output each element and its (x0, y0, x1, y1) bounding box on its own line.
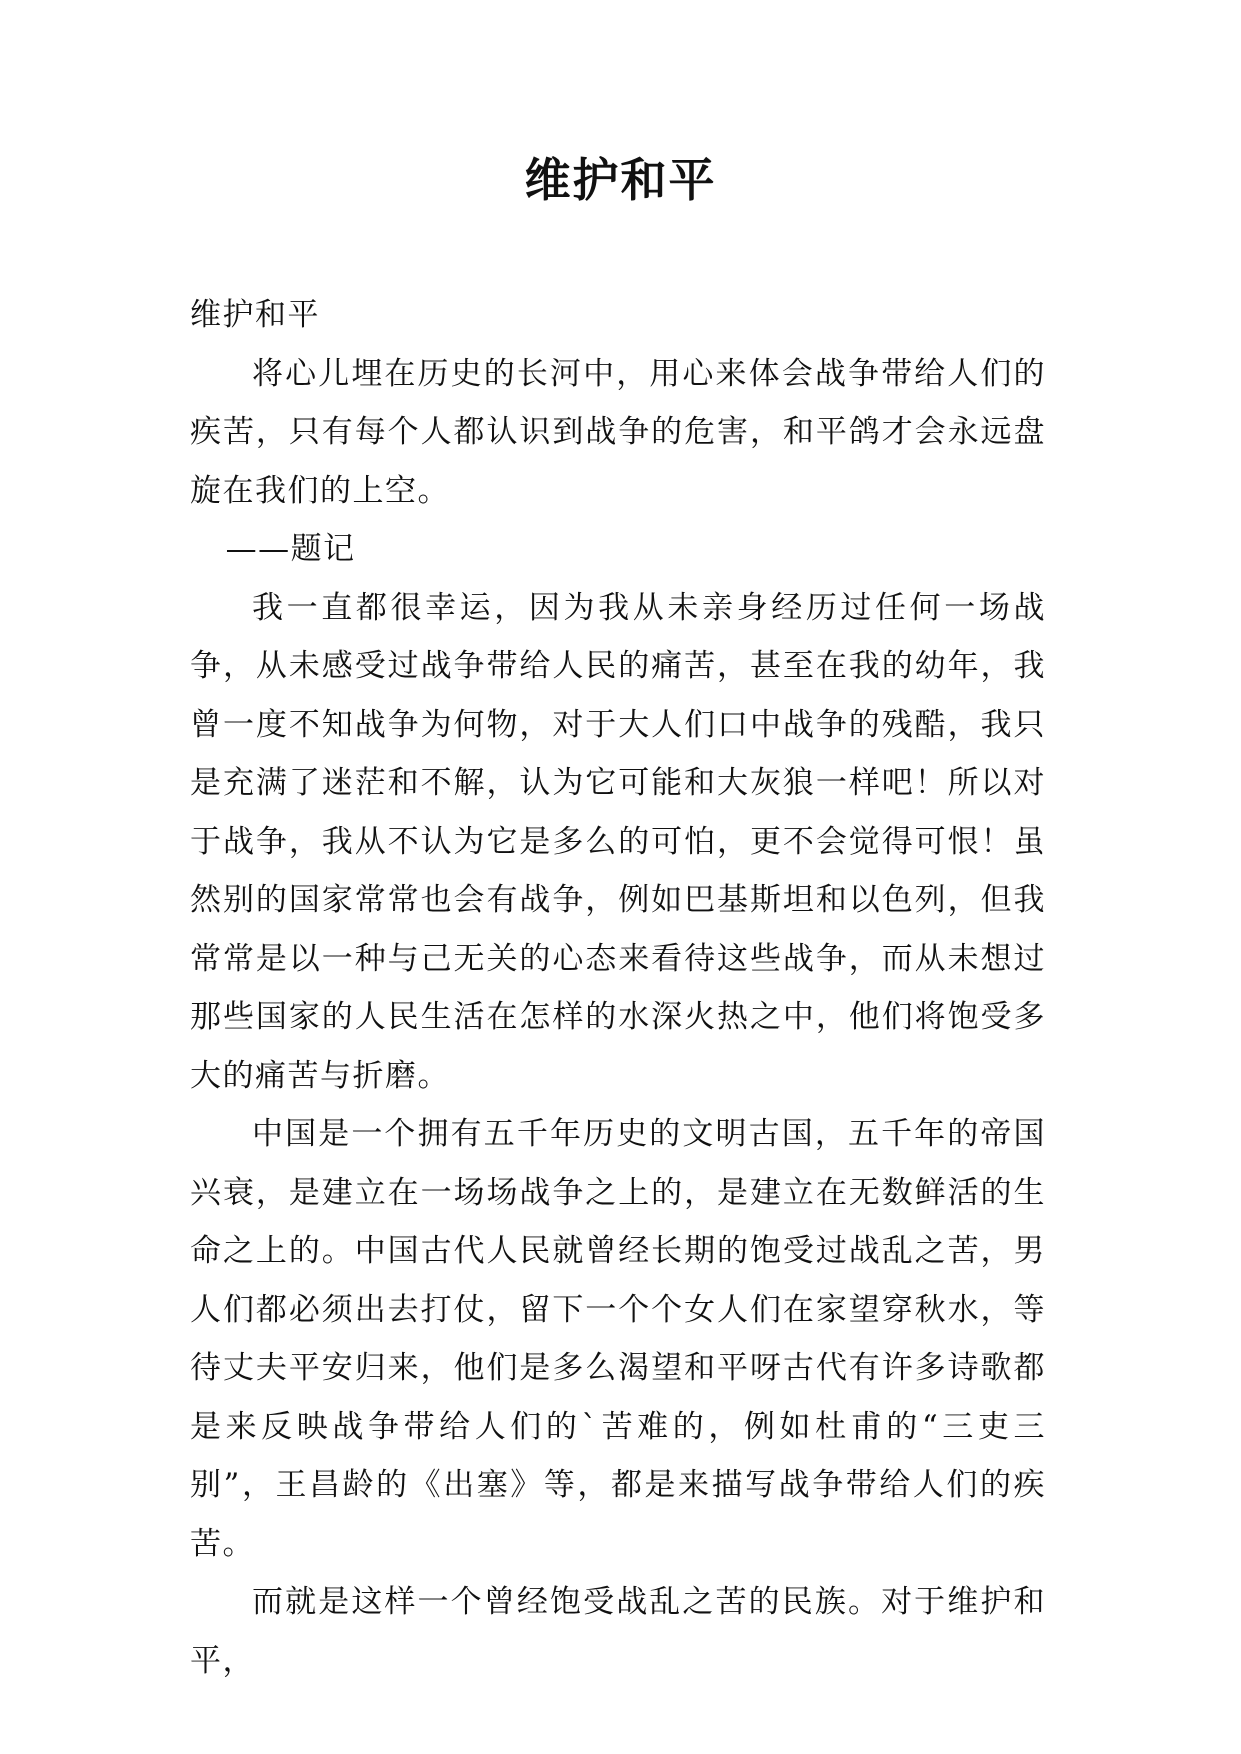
paragraph-body: 而就是这样一个曾经饱受战乱之苦的民族。对于维护和平， (190, 1584, 1046, 1679)
paragraph-heading: 维护和平 (190, 297, 320, 333)
document-title: 维护和平 (524, 153, 717, 207)
paragraph-body: 我一直都很幸运，因为我从未亲身经历过任何一场战争，从未感受过战争带给人民的痛苦，甚至在我的幼年，我曾一度不知战争为何物，对于大人们口中战争的残酷，我只是充满了迷茫和不解，认为它可能和大灰狼一样吧！所以对于战争，我从不认为它是多么的可怕，更不会觉得可恨！虽然别的国家常常也会有战争，例如巴基斯坦和以色列，但我常常是以一种与己无关的心态来看待这些战争，而从未想过那些国家的人民生活在怎样的水深火热之中，他们将饱受多大的痛苦与折磨。 (190, 589, 1046, 1094)
document-body (190, 286, 1046, 1690)
paragraph-body: 中国是一个拥有五千年历史的文明古国，五千年的帝国兴衰，是建立在一场场战争之上的，是建立在无数鲜活的生命之上的。中国古代人民就曾经长期的饱受过战乱之苦，男人们都必须出去打仗，留下一个个女人们在家望穿秋水，等待丈夫平安归来，他们是多么渴望和平呀古代有许多诗歌都是来反映战争带给人们的`苦难的，例如杜甫的“三吏三别”，王昌龄的《出塞》等，都是来描写战争带给人们的疾苦。 (190, 1116, 1046, 1562)
paragraph-epigraph-attribution: ——题记 (225, 531, 356, 567)
paragraph-epigraph: 将心儿埋在历史的长河中，用心来体会战争带给人们的疾苦，只有每个人都认识到战争的危害，和平鸽才会永远盘旋在我们的上空。 (190, 355, 1046, 509)
